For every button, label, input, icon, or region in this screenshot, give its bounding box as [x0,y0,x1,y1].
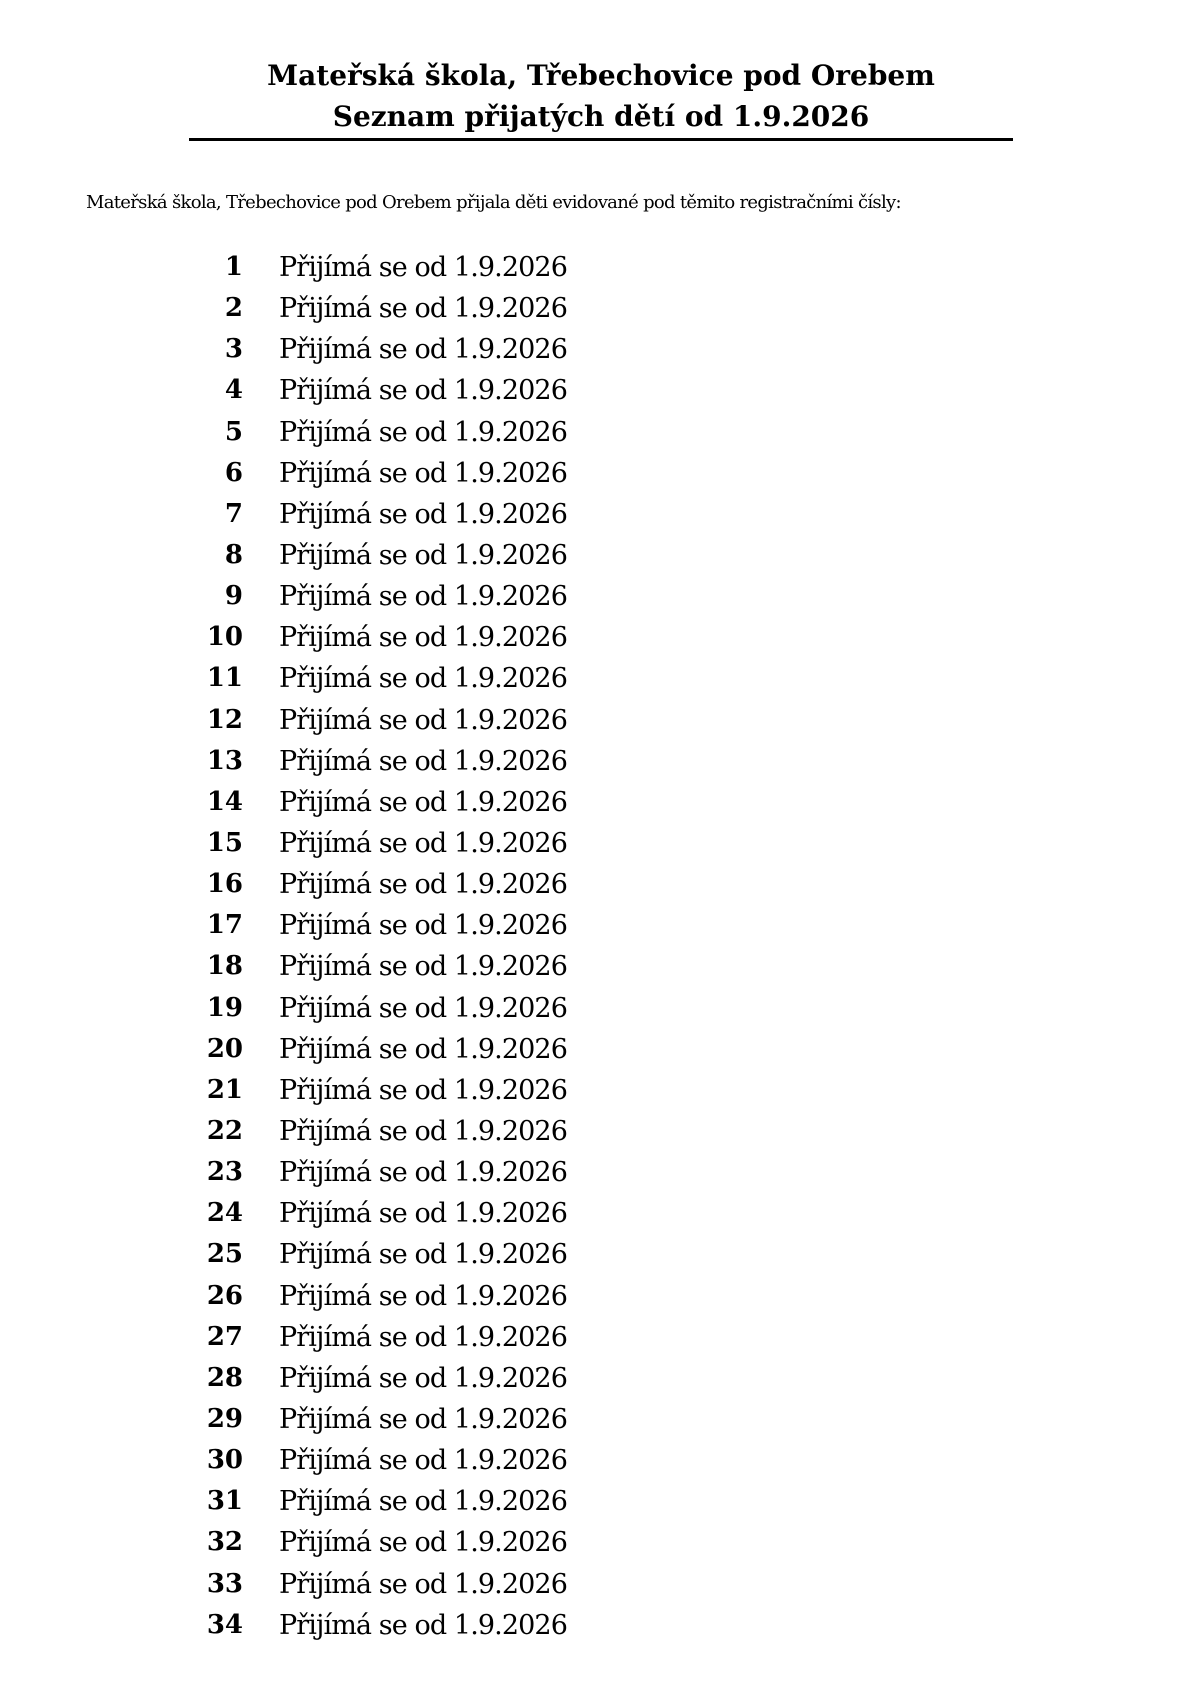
list-item [0,617,1190,658]
list-item [0,1440,1190,1481]
registration-number: 4 [224,375,243,406]
registration-number: 32 [206,1527,243,1558]
registration-number: 19 [206,992,243,1023]
registration-number: 5 [224,416,243,447]
admission-status: Přijímá se od 1.9.2026 [279,745,567,777]
admission-status: Přijímá se od 1.9.2026 [279,1115,567,1147]
registration-number: 26 [206,1280,243,1311]
list-item [0,741,1190,782]
document-header [189,55,1013,137]
admission-status: Přijímá se od 1.9.2026 [279,581,567,613]
list-item [0,535,1190,576]
document-subtitle: Seznam přijatých dětí od 1.9.2026 [332,100,870,133]
admission-status: Přijímá se od 1.9.2026 [279,1239,567,1271]
registration-number: 10 [206,622,243,653]
registration-number: 9 [224,581,243,612]
intro-paragraph: Mateřská škola, Třebechovice pod Orebem přijala děti evidované pod těmito registračními čísly: [86,192,901,213]
admission-status: Přijímá se od 1.9.2026 [279,1527,567,1559]
list-item [0,1605,1190,1646]
admission-status: Přijímá se od 1.9.2026 [279,1198,567,1230]
list-item [0,1399,1190,1440]
admission-list [0,247,1190,1646]
list-item [0,453,1190,494]
admission-status: Přijímá se od 1.9.2026 [279,1486,567,1518]
registration-number: 18 [206,951,243,982]
admission-status: Přijímá se od 1.9.2026 [279,1321,567,1353]
registration-number: 24 [206,1198,243,1229]
admission-status: Přijímá se od 1.9.2026 [279,416,567,448]
registration-number: 25 [206,1239,243,1270]
list-item [0,1564,1190,1605]
admission-status: Přijímá se od 1.9.2026 [279,704,567,736]
admission-status: Přijímá se od 1.9.2026 [279,293,567,325]
admission-status: Přijímá se od 1.9.2026 [279,622,567,654]
admission-status: Přijímá se od 1.9.2026 [279,992,567,1024]
registration-number: 6 [224,457,243,488]
admission-status: Přijímá se od 1.9.2026 [279,910,567,942]
registration-number: 8 [224,539,243,570]
list-item [0,1234,1190,1275]
admission-status: Přijímá se od 1.9.2026 [279,951,567,983]
registration-number: 31 [206,1486,243,1517]
admission-status: Přijímá se od 1.9.2026 [279,786,567,818]
admission-status: Přijímá se od 1.9.2026 [279,1609,567,1641]
list-item [0,823,1190,864]
admission-status: Přijímá se od 1.9.2026 [279,1403,567,1435]
list-item [0,1029,1190,1070]
admission-status: Přijímá se od 1.9.2026 [279,1074,567,1106]
list-item [0,1111,1190,1152]
registration-number: 23 [206,1157,243,1188]
list-item [0,864,1190,905]
document-title: Mateřská škola, Třebechovice pod Orebem [267,59,935,92]
list-item [0,288,1190,329]
list-item [0,329,1190,370]
list-item [0,1152,1190,1193]
list-item [0,1522,1190,1563]
list-item [0,1193,1190,1234]
list-item [0,494,1190,535]
admission-status: Přijímá se od 1.9.2026 [279,1157,567,1189]
admission-status: Přijímá se od 1.9.2026 [279,334,567,366]
registration-number: 2 [224,293,243,324]
admission-status: Přijímá se od 1.9.2026 [279,252,567,283]
admission-status: Přijímá se od 1.9.2026 [279,457,567,489]
registration-number: 27 [206,1321,243,1352]
registration-number: 15 [206,827,243,858]
admission-status: Přijímá se od 1.9.2026 [279,1033,567,1065]
list-item [0,782,1190,823]
admission-status: Přijímá se od 1.9.2026 [279,827,567,859]
registration-number: 21 [206,1074,243,1105]
admission-status: Přijímá se od 1.9.2026 [279,1445,567,1477]
list-item [0,370,1190,411]
list-item [0,247,1190,288]
list-item [0,412,1190,453]
registration-number: 16 [206,869,243,900]
registration-number: 11 [206,663,243,694]
list-item [0,1276,1190,1317]
admission-status: Přijímá se od 1.9.2026 [279,1280,567,1312]
list-item [0,1070,1190,1111]
admission-status: Přijímá se od 1.9.2026 [279,498,567,530]
registration-number: 34 [206,1609,243,1640]
registration-number: 22 [206,1115,243,1146]
header-divider [189,138,1013,141]
admission-status: Přijímá se od 1.9.2026 [279,663,567,695]
registration-number: 33 [206,1568,243,1599]
registration-number: 7 [224,498,243,529]
registration-number: 29 [206,1403,243,1434]
admission-status: Přijímá se od 1.9.2026 [279,539,567,571]
admission-status: Přijímá se od 1.9.2026 [279,1568,567,1600]
registration-number: 1 [224,252,243,282]
list-item [0,700,1190,741]
registration-number: 12 [206,704,243,735]
list-item [0,1317,1190,1358]
registration-number: 17 [206,910,243,941]
registration-number: 3 [224,334,243,365]
admission-status: Přijímá se od 1.9.2026 [279,869,567,901]
registration-number: 28 [206,1362,243,1393]
registration-number: 20 [206,1033,243,1064]
registration-number: 13 [206,745,243,776]
list-item [0,1481,1190,1522]
list-item [0,658,1190,699]
admission-status: Přijímá se od 1.9.2026 [279,1362,567,1394]
registration-number: 14 [206,786,243,817]
list-item [0,905,1190,946]
list-item [0,576,1190,617]
list-item [0,1358,1190,1399]
registration-number: 30 [206,1445,243,1476]
list-item [0,988,1190,1029]
admission-status: Přijímá se od 1.9.2026 [279,375,567,407]
list-item [0,946,1190,987]
